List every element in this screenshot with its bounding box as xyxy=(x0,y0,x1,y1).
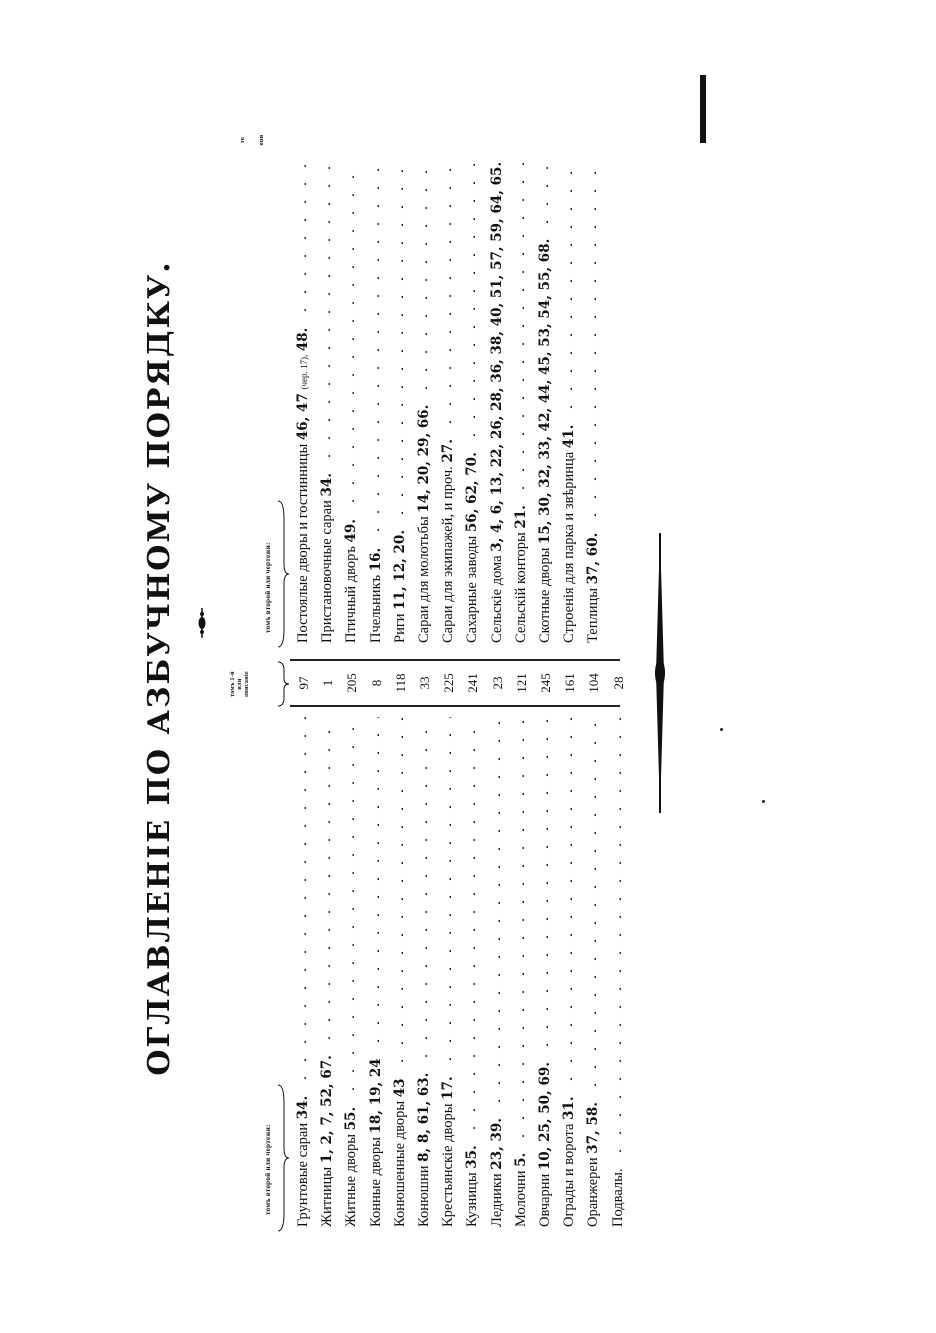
left-index-row xyxy=(389,707,412,1227)
index-entry-refs: 15, 30, 32, 33, 42, 44, 45, 53, 54, 55, 68. xyxy=(537,238,553,545)
right-index-row xyxy=(437,163,460,643)
page-number: 245 xyxy=(538,673,553,693)
middle-column-rule-right xyxy=(290,660,620,662)
right-header-brace xyxy=(276,499,290,649)
left-index-row xyxy=(292,707,315,1227)
stray-mark xyxy=(720,728,723,731)
page-number: 205 xyxy=(344,673,360,693)
right-column-header: томъ второй или чертежи: xyxy=(264,542,272,633)
dot-leader xyxy=(473,717,475,1137)
index-entry-refs: 16. xyxy=(367,547,384,572)
page-number: 241 xyxy=(465,673,481,693)
index-entry-refs: 5. xyxy=(512,1152,529,1167)
right-index-row xyxy=(558,163,581,643)
middle-column-rule-left xyxy=(290,706,620,708)
dot-leader xyxy=(304,717,306,1087)
right-index-row xyxy=(389,163,412,643)
index-entry-refs: 8, 8, 61, 63. xyxy=(416,1072,432,1162)
dot-leader xyxy=(619,717,621,1160)
left-index-row xyxy=(607,707,630,1227)
right-index-row xyxy=(510,163,533,643)
dot-leader xyxy=(377,163,379,539)
page-number: 161 xyxy=(562,673,578,693)
left-index-row xyxy=(365,707,388,1227)
left-header-brace xyxy=(276,1083,290,1233)
page-number: 225 xyxy=(441,673,457,693)
index-entry-refs: 27. xyxy=(440,439,457,463)
index-entry-label: Конные дворы xyxy=(367,1137,384,1227)
dot-leader xyxy=(401,163,403,522)
right-index-row xyxy=(292,163,315,643)
dot-leader xyxy=(304,163,306,319)
dot-leader xyxy=(570,717,572,1088)
dot-leader xyxy=(498,717,500,1110)
middle-header-line: описаніе xyxy=(244,671,250,697)
index-entry-label: Сараи для экипажей, и проч. xyxy=(440,466,457,643)
dot-leader xyxy=(377,717,379,1050)
left-index-row xyxy=(340,707,363,1227)
right-index-row xyxy=(316,163,339,643)
index-entry-label: Сараи для молотьбы xyxy=(416,516,432,643)
dot-leader xyxy=(449,717,451,1068)
index-entry-refs: 14, 20, 29, 66. xyxy=(416,404,432,513)
page-number: 28 xyxy=(610,676,626,690)
stray-mark xyxy=(762,800,765,803)
middle-header-brace xyxy=(276,660,290,708)
index-entry-refs: 55. xyxy=(343,1106,360,1131)
page-number: 23 xyxy=(489,676,505,690)
dot-leader xyxy=(401,717,403,1070)
middle-column-header xyxy=(230,660,251,708)
dot-leader xyxy=(546,717,548,1054)
right-index-row xyxy=(582,163,605,643)
index-entry-label: Пчельникъ xyxy=(367,574,384,643)
dot-leader xyxy=(328,717,330,1047)
index-entry-refs: 11, 12, 20. xyxy=(391,529,408,610)
index-entry-refs: 49. xyxy=(343,519,360,543)
index-entry-refs: 23, 39. xyxy=(488,1118,505,1170)
index-entry-refs: 10, 25, 50, 69. xyxy=(537,1062,553,1171)
left-index-row xyxy=(413,707,436,1227)
left-index-row xyxy=(316,707,339,1227)
left-index-row xyxy=(510,707,533,1227)
page-title: ОГЛАВЛЕНІЕ ПО АЗБУЧНОМУ ПОРЯДКУ. xyxy=(142,260,177,1076)
ornament-divider-icon xyxy=(640,533,680,813)
dot-leader xyxy=(522,163,524,497)
middle-header-line: или xyxy=(237,678,243,690)
dot-leader xyxy=(425,163,427,397)
left-index-row xyxy=(582,707,605,1227)
page-number: 33 xyxy=(417,676,432,690)
left-index-row xyxy=(461,707,484,1227)
index-entry-refs: 41. xyxy=(561,424,578,449)
index-entry-label: Конюшенные дворы xyxy=(391,1100,408,1227)
dot-leader xyxy=(570,163,572,416)
index-entry-label: Житные дворы xyxy=(343,1133,360,1227)
index-entry-label: Крестьянскіе дворы xyxy=(440,1103,457,1227)
page-number: 97 xyxy=(296,676,311,690)
index-entry-label: Строенія для парка и звѣринца xyxy=(561,451,578,643)
dot-leader xyxy=(352,163,354,510)
ornament-flourish-icon xyxy=(190,608,214,638)
right-margin-header-line: опи xyxy=(259,134,265,146)
dot-leader xyxy=(522,717,524,1145)
index-entry-label: Кузницы xyxy=(464,1172,481,1227)
index-entry-refs: 34. xyxy=(295,1095,311,1120)
right-margin-header-line: то xyxy=(240,136,246,144)
left-index-row xyxy=(558,707,581,1227)
index-entry-refs: 34. xyxy=(319,473,336,497)
index-entry-label: Конюшни xyxy=(416,1165,432,1227)
middle-header-line: томъ 1-й xyxy=(230,671,236,697)
index-entry-label: Подвалы. xyxy=(609,1168,626,1227)
index-entry-label: Сельскій конторы xyxy=(512,532,529,643)
right-margin-header xyxy=(240,127,266,153)
left-column-header: томъ второй или чертежи: xyxy=(264,1124,272,1215)
index-entry-refs: 56, 62, 70. xyxy=(464,452,481,533)
index-entry-refs: 31. xyxy=(561,1096,578,1120)
index-entry-label: Постоялые дворы и гостинницы xyxy=(295,443,311,643)
right-index-row xyxy=(461,163,484,643)
index-entry-label: Ледники xyxy=(488,1173,505,1227)
index-entry-refs: 35. xyxy=(464,1145,481,1169)
index-entry-note: (чер. 17), xyxy=(299,354,309,390)
index-entry-label: Пристановочные сараи xyxy=(319,500,336,643)
page-number: 118 xyxy=(392,673,408,693)
dot-leader xyxy=(473,163,475,444)
index-entry-label: Птичный дворъ xyxy=(343,546,360,643)
right-index-row xyxy=(365,163,388,643)
right-index-row xyxy=(340,163,363,643)
left-index-row xyxy=(486,707,509,1227)
index-entry-label: Грунтовые сараи xyxy=(295,1122,311,1227)
right-index-row xyxy=(486,163,509,643)
index-entry-label: Ограды и ворота xyxy=(561,1123,578,1227)
page-number: 104 xyxy=(586,673,602,693)
dot-leader xyxy=(594,163,596,524)
right-index-row xyxy=(413,163,436,643)
index-entry-refs: 37, 58. xyxy=(585,1102,602,1154)
index-entry-refs: 46, 47 xyxy=(295,393,311,441)
index-entry-refs: 21. xyxy=(512,505,529,529)
left-index-row xyxy=(437,707,460,1227)
dot-leader xyxy=(546,163,548,231)
index-entry-label: Молочни xyxy=(512,1170,529,1227)
index-entry-label: Сельскіе дома xyxy=(488,555,505,643)
index-entry-refs: 18, 19, 24 xyxy=(367,1058,384,1134)
index-entry-refs: 1, 2, 7, 52, 67. xyxy=(319,1055,336,1164)
index-entry-label: Овчарни xyxy=(537,1173,553,1227)
margin-rule xyxy=(700,75,706,143)
index-entry-label: Скотные дворы xyxy=(537,547,553,643)
page-number: 8 xyxy=(368,679,384,687)
left-index-row xyxy=(534,707,557,1227)
index-entry-refs: 37, 60. xyxy=(585,532,602,585)
dot-leader xyxy=(425,717,427,1065)
right-index-row xyxy=(534,163,557,643)
dot-leader xyxy=(594,717,596,1094)
dot-leader xyxy=(352,717,354,1098)
page-number: 121 xyxy=(513,673,529,693)
index-entry-refs: 3, 4, 6, 13, 22, 26, 28, 36, 38, 40, 51, 57, 59, 64, 65. xyxy=(488,161,505,552)
dot-leader xyxy=(449,163,451,431)
index-entry-refs: 17. xyxy=(440,1076,457,1100)
index-entry-refs: 48. xyxy=(295,327,311,352)
dot-leader xyxy=(328,163,330,465)
index-entry-label: Теплицы xyxy=(585,588,602,643)
index-entry-refs: 43 xyxy=(391,1078,408,1098)
index-entry-label: Житницы xyxy=(319,1166,336,1227)
index-entry-label: Риги xyxy=(391,613,408,643)
index-entry-label: Оранжереи xyxy=(585,1157,602,1227)
index-entry-label: Сахарные заводы xyxy=(464,535,481,643)
page-number: 1 xyxy=(320,679,336,687)
